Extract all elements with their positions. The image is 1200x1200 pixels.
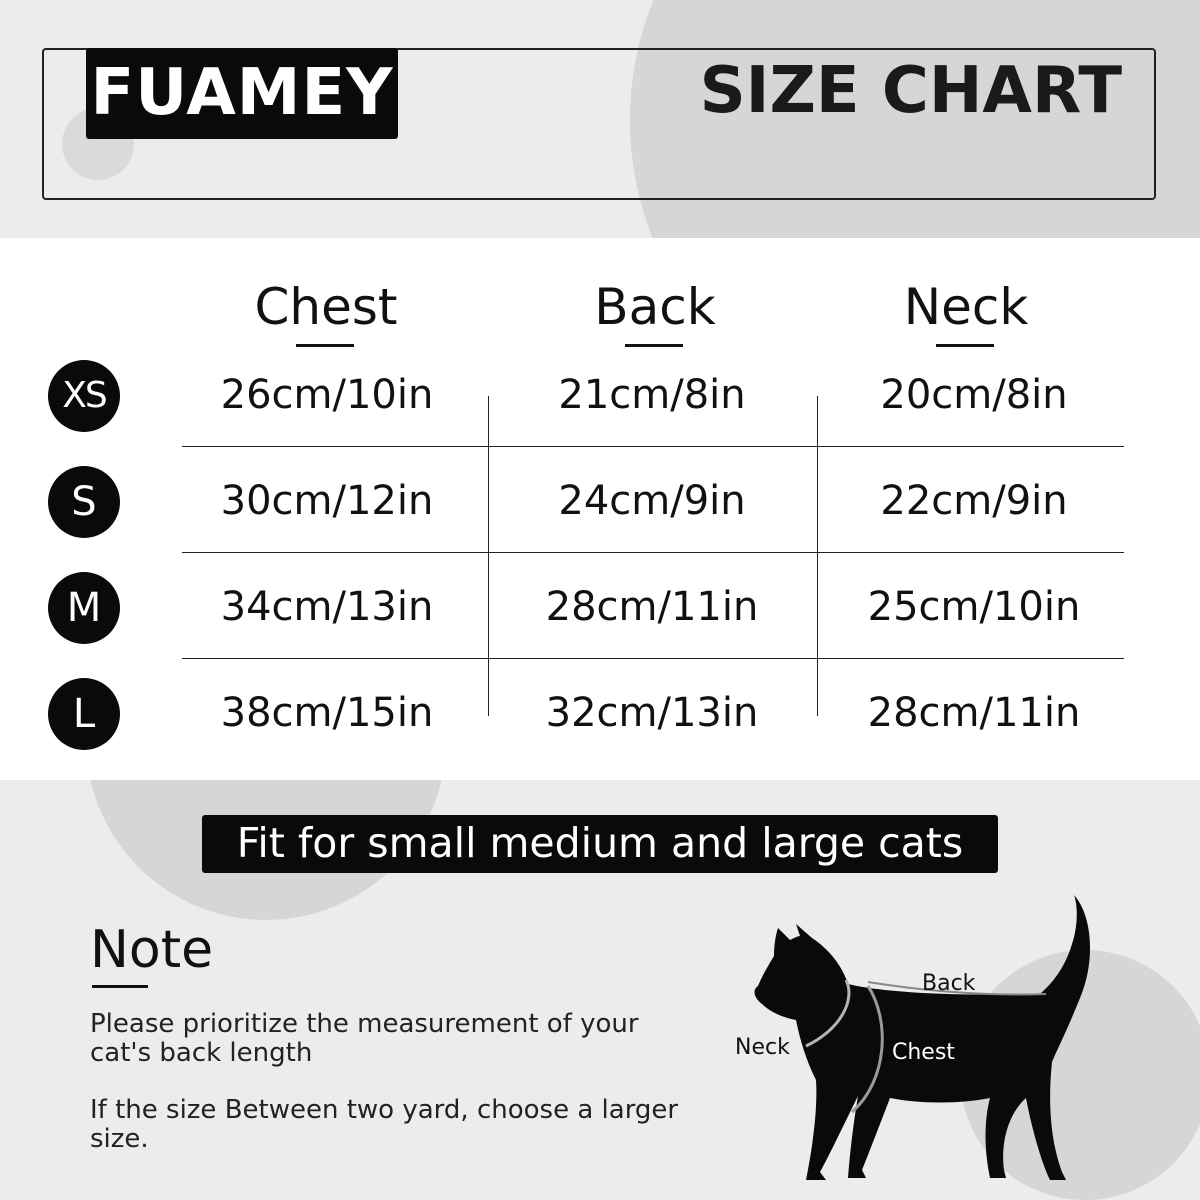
cell-neck: 28cm/11in [867, 690, 1081, 736]
size-badge-m: M [48, 572, 120, 644]
size-table [0, 238, 1200, 780]
cell-back: 21cm/8in [558, 372, 746, 418]
cell-chest: 38cm/15in [220, 690, 434, 736]
size-badge-l: L [48, 678, 120, 750]
column-header-label: Chest [254, 278, 398, 336]
cat-measurement-figure [720, 880, 1180, 1190]
cell-neck: 20cm/8in [880, 372, 1068, 418]
note-underline [92, 985, 148, 988]
cell-back: 28cm/11in [545, 584, 759, 630]
column-divider [817, 396, 818, 716]
column-header-label: Back [594, 278, 716, 336]
brand-logo: FUAMEY [86, 48, 398, 139]
column-header-neck [836, 278, 1096, 336]
row-divider [182, 552, 1124, 553]
cell-chest: 26cm/10in [220, 372, 434, 418]
note-text-2: If the size Between two yard, choose a larger size. [90, 1095, 679, 1154]
column-divider [488, 396, 489, 716]
cell-chest: 30cm/12in [220, 478, 434, 524]
cell-neck: 22cm/9in [880, 478, 1068, 524]
note-title: Note [90, 920, 214, 980]
fit-banner: Fit for small medium and large cats [202, 815, 998, 873]
header-underline [625, 344, 683, 347]
column-header-chest [196, 278, 456, 336]
size-badge-s: S [48, 466, 120, 538]
cell-chest: 34cm/13in [220, 584, 434, 630]
header-underline [296, 344, 354, 347]
size-badge-xs: XS [48, 360, 120, 432]
cat-silhouette-icon [755, 895, 1091, 1180]
chest-label: Chest [892, 1040, 955, 1065]
column-header-label: Neck [903, 278, 1029, 336]
back-label: Back [922, 971, 976, 996]
row-divider [182, 446, 1124, 447]
note-text-1: Please prioritize the measurement of your cat's back length [90, 1009, 639, 1068]
cell-back: 24cm/9in [558, 478, 746, 524]
cell-neck: 25cm/10in [867, 584, 1081, 630]
header-underline [936, 344, 994, 347]
column-header-back [525, 278, 785, 336]
page-title: SIZE CHART [699, 54, 1122, 128]
cell-back: 32cm/13in [545, 690, 759, 736]
row-divider [182, 658, 1124, 659]
neck-label: Neck [735, 1035, 790, 1060]
